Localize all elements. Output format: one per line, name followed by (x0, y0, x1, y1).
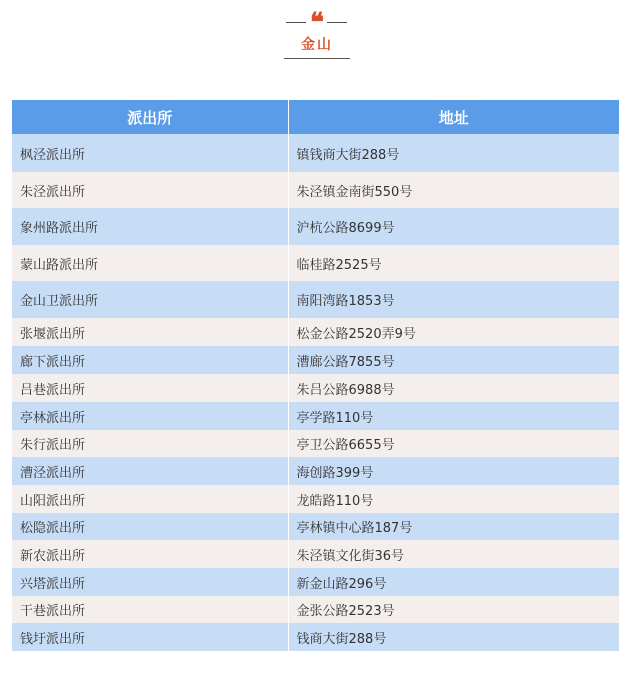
station-name-cell: 朱行派出所 (12, 430, 288, 457)
table-row (12, 430, 619, 457)
station-address-cell: 漕廊公路7855号 (288, 346, 619, 374)
table-row (12, 540, 619, 568)
section-title: 金山 (301, 37, 333, 53)
station-address-cell: 沪杭公路8699号 (288, 208, 619, 245)
station-name-cell: 山阳派出所 (12, 485, 288, 513)
table-row (12, 568, 619, 596)
column-header-address: 地址 (288, 100, 619, 134)
section-header (0, 0, 640, 72)
table-row (12, 245, 619, 281)
station-name-cell: 钱圩派出所 (12, 623, 288, 651)
station-name-cell: 吕巷派出所 (12, 374, 288, 402)
police-station-table (12, 100, 619, 651)
table-row (12, 513, 619, 540)
table-row (12, 281, 619, 318)
table-row (12, 623, 619, 651)
station-address-cell: 海创路399号 (288, 457, 619, 485)
station-address-cell: 钱商大街288号 (288, 623, 619, 651)
station-name-cell: 张堰派出所 (12, 318, 288, 346)
header-left-rule (286, 22, 306, 23)
station-name-cell: 松隐派出所 (12, 513, 288, 540)
station-name-cell: 新农派出所 (12, 540, 288, 568)
station-address-cell: 亭林镇中心路187号 (288, 513, 619, 540)
table-row (12, 346, 619, 374)
column-header-station: 派出所 (12, 100, 288, 134)
table-row (12, 374, 619, 402)
station-name-cell: 兴塔派出所 (12, 568, 288, 596)
quote-mark-icon: ❝ (310, 8, 324, 38)
station-address-cell: 临桂路2525号 (288, 245, 619, 281)
station-name-cell: 干巷派出所 (12, 596, 288, 623)
table-row (12, 402, 619, 430)
station-address-cell: 朱泾镇文化街36号 (288, 540, 619, 568)
station-address-cell: 南阳湾路1853号 (288, 281, 619, 318)
table-row (12, 596, 619, 623)
station-address-cell: 亭学路110号 (288, 402, 619, 430)
station-name-cell: 象州路派出所 (12, 208, 288, 245)
table-row (12, 457, 619, 485)
header-right-rule (327, 22, 347, 23)
station-address-cell: 新金山路296号 (288, 568, 619, 596)
station-name-cell: 蒙山路派出所 (12, 245, 288, 281)
station-name-cell: 金山卫派出所 (12, 281, 288, 318)
station-address-cell: 龙皓路110号 (288, 485, 619, 513)
table-row (12, 318, 619, 346)
table-header-row (12, 100, 619, 134)
table-row (12, 172, 619, 208)
station-address-cell: 朱吕公路6988号 (288, 374, 619, 402)
station-address-cell: 镇钱商大街288号 (288, 134, 619, 172)
station-address-cell: 朱泾镇金南街550号 (288, 172, 619, 208)
table-row (12, 485, 619, 513)
station-address-cell: 松金公路2520弄9号 (288, 318, 619, 346)
station-name-cell: 朱泾派出所 (12, 172, 288, 208)
station-name-cell: 廊下派出所 (12, 346, 288, 374)
table-body (12, 134, 619, 651)
station-address-cell: 金张公路2523号 (288, 596, 619, 623)
station-name-cell: 亭林派出所 (12, 402, 288, 430)
table-row (12, 208, 619, 245)
station-name-cell: 枫泾派出所 (12, 134, 288, 172)
station-address-cell: 亭卫公路6655号 (288, 430, 619, 457)
title-underline (284, 58, 350, 59)
station-name-cell: 漕泾派出所 (12, 457, 288, 485)
table-row (12, 134, 619, 172)
